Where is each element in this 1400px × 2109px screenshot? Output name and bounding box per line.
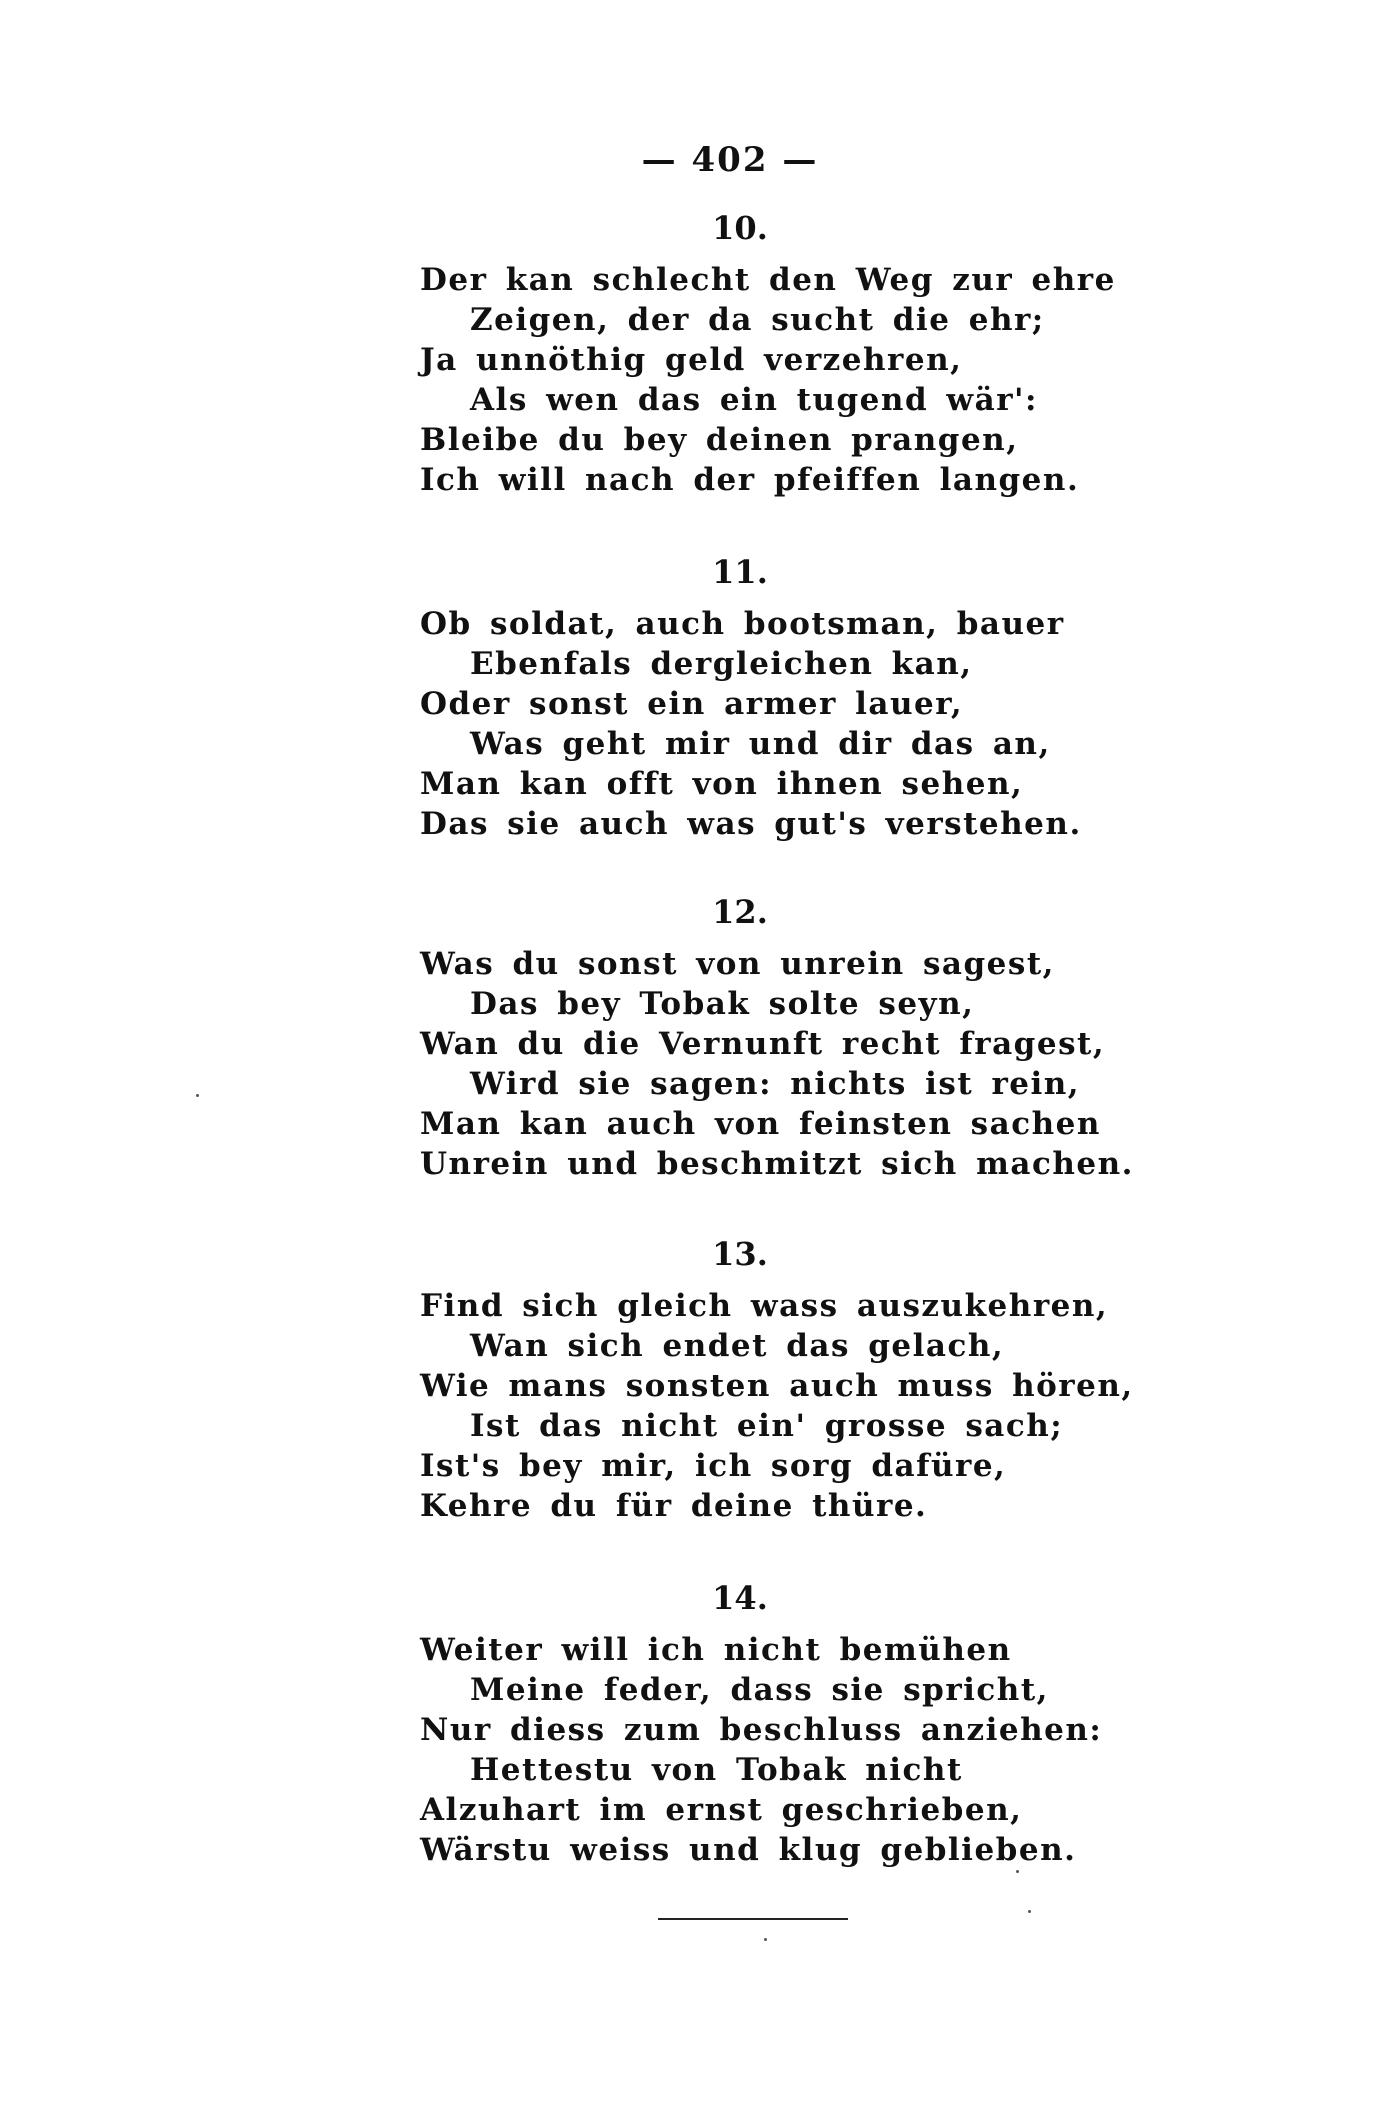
verse-line: Wird sie sagen: nichts ist rein, [470,1066,1081,1102]
stanza-number: 10. [712,209,768,247]
verse-line: Was geht mir und dir das an, [470,726,1051,762]
print-speck [764,1938,767,1941]
verse-line: Das bey Tobak solte seyn, [470,986,975,1022]
verse-line: Das sie auch was gut's verstehen. [420,806,1082,842]
verse-line: Ist's bey mir, ich sorg dafüre, [420,1448,1007,1484]
stanza-12 [420,892,1134,1184]
verse-line: Oder sonst ein armer lauer, [420,686,964,722]
print-speck [1028,1910,1031,1913]
verse-line: Der kan schlecht den Weg zur ehre [420,262,1116,298]
verse-line: Wärstu weiss und klug geblieben. [420,1832,1077,1868]
verse-line: Wan sich endet das gelach, [470,1328,1005,1364]
page-number: — 402 — [641,140,819,180]
verse-line: Man kan offt von ihnen sehen, [420,766,1024,802]
verse-line: Bleibe du bey deinen prangen, [420,422,1019,458]
verse-line: Ob soldat, auch bootsman, bauer [420,606,1065,642]
stanza-11 [420,552,1082,844]
stanza-number: 14. [712,1579,768,1617]
print-speck [1016,1870,1019,1873]
verse-line: Ja unnöthig geld verzehren, [420,342,963,378]
verse-line: Find sich gleich wass auszukehren, [420,1288,1109,1324]
verse-line: Alzuhart im ernst geschrieben, [420,1792,1023,1828]
verse-line: Wan du die Vernunft recht fragest, [420,1026,1106,1062]
verse-line: Was du sonst von unrein sagest, [420,946,1055,982]
verse-line: Meine feder, dass sie spricht, [470,1672,1049,1708]
verse-line: Ebenfals dergleichen kan, [470,646,973,682]
stanza-number: 13. [712,1235,768,1273]
verse-line: Man kan auch von feinsten sachen [420,1106,1101,1142]
stanza-number: 11. [712,553,768,591]
verse-line: Nur diess zum beschluss anziehen: [420,1712,1103,1748]
verse-line: Wie mans sonsten auch muss hören, [420,1368,1134,1404]
closing-rule [658,1918,848,1920]
verse-line: Zeigen, der da sucht die ehr; [470,302,1045,338]
stanza-13 [420,1234,1134,1526]
verse-line: Kehre du für deine thüre. [420,1488,928,1524]
stanza-10 [420,208,1116,500]
verse-line: Ist das nicht ein' grosse sach; [470,1408,1064,1444]
print-speck [196,1094,199,1097]
verse-line: Weiter will ich nicht bemühen [420,1632,1012,1668]
verse-line: Als wen das ein tugend wär': [470,382,1038,418]
stanza-number: 12. [712,893,768,931]
verse-line: Ich will nach der pfeiffen langen. [420,462,1080,498]
stanza-14 [420,1578,1103,1870]
verse-line: Unrein und beschmitzt sich machen. [420,1146,1134,1182]
verse-line: Hettestu von Tobak nicht [470,1752,963,1788]
